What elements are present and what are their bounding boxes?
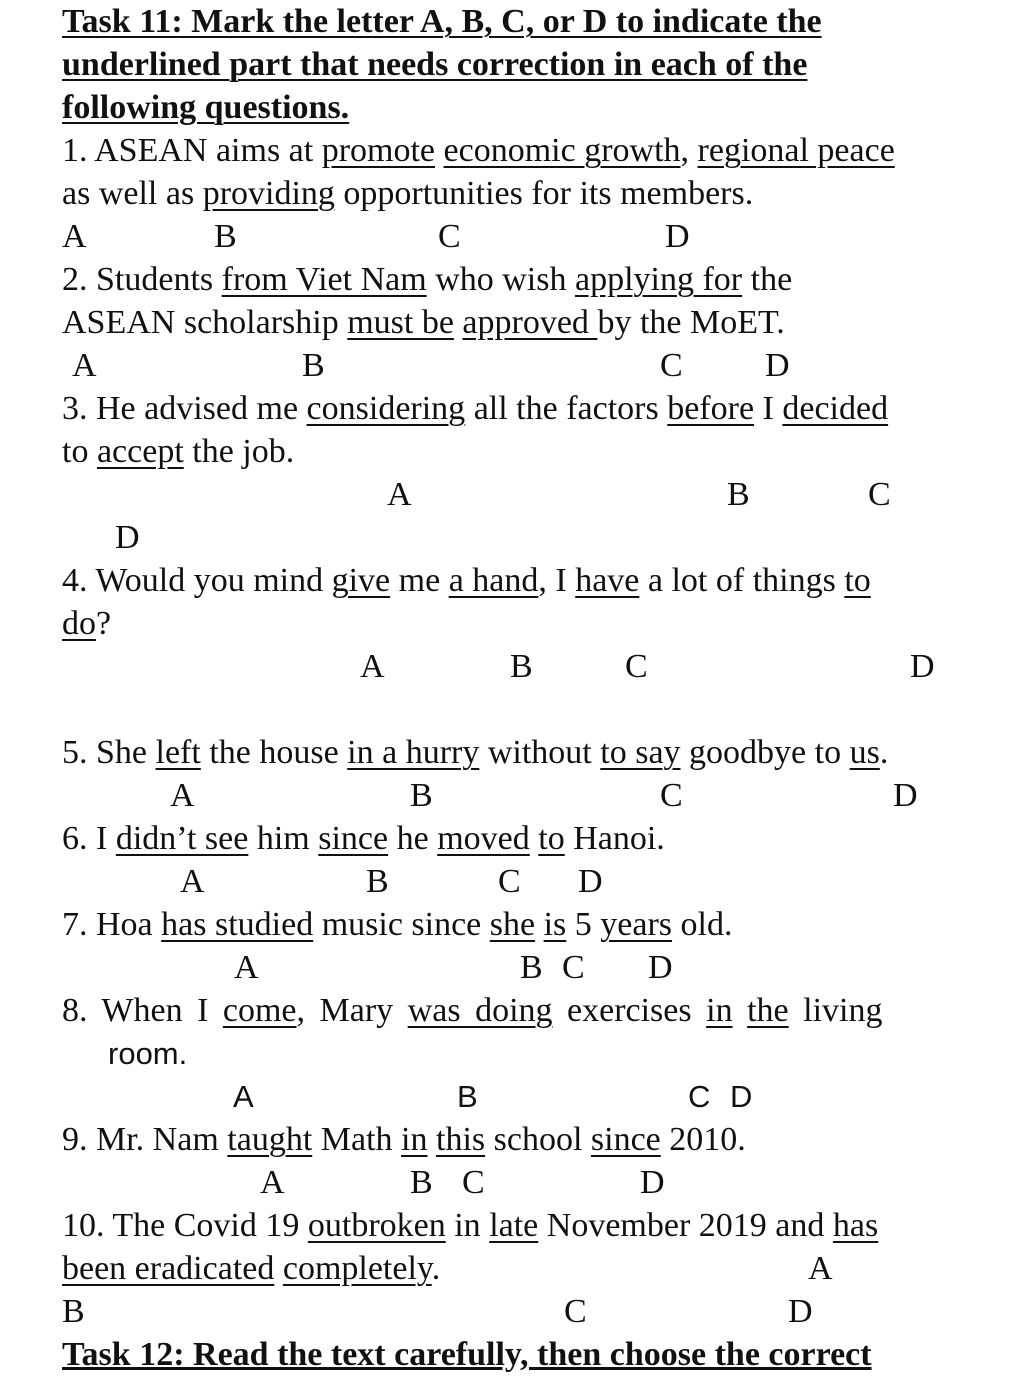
sentence-text: 5 (566, 906, 601, 943)
question-9-option-c: C (462, 1164, 485, 1201)
question-2-line-2 (62, 301, 785, 344)
underlined-part: moved (437, 820, 530, 857)
underlined-part: left (155, 734, 201, 771)
question-8-line-2 (108, 1032, 187, 1075)
sentence-text (274, 1250, 283, 1287)
task-11-title-line-1: Task 11: Mark the letter A, B, C, or D to indicate the (62, 3, 822, 40)
question-10-line-2 (62, 1247, 440, 1290)
question-10-option-d: D (788, 1293, 813, 1330)
sentence-text: ASEAN scholarship (62, 304, 348, 341)
sentence-text: , (680, 132, 698, 169)
question-4-line-1 (62, 559, 871, 602)
sentence-text: the house (200, 734, 348, 771)
question-7-option-a: A (234, 949, 259, 986)
sentence-text: room. (108, 1036, 188, 1071)
sentence-text: 2. Students (62, 261, 222, 298)
sentence-text: exercises (552, 992, 707, 1029)
question-3-option-c: C (868, 476, 891, 513)
question-9-option-a: A (260, 1164, 285, 1201)
sentence-text: by the MoET. (597, 304, 785, 341)
sentence-text (428, 1121, 437, 1158)
question-3-option-a: A (387, 476, 412, 513)
sentence-text: 8. When I (62, 992, 223, 1029)
sentence-text: 10. The Covid 19 (62, 1207, 308, 1244)
question-5-line-1 (62, 731, 888, 774)
underlined-part: since (318, 820, 389, 857)
underlined-part: in a hurry (347, 734, 480, 771)
question-2-option-d: D (765, 347, 790, 384)
underlined-part: has (832, 1207, 879, 1244)
sentence-text: November 2019 and (538, 1207, 833, 1244)
sentence-text: 1. ASEAN aims at (62, 132, 322, 169)
task-11-title-line-3: following questions. (62, 89, 350, 126)
question-7-option-b: B (520, 949, 543, 986)
question-5-option-d: D (893, 777, 918, 814)
sentence-text: to (62, 433, 97, 470)
underlined-part: years (600, 906, 673, 943)
sentence-text: school (485, 1121, 591, 1158)
underlined-part: promote (321, 132, 436, 169)
task-11-title-line-2: underlined part that needs correction in each of the (62, 46, 808, 83)
question-2-option-b: B (302, 347, 325, 384)
underlined-part: completely (282, 1250, 432, 1287)
question-6-option-a: A (180, 863, 205, 900)
question-2-option-c: C (660, 347, 683, 384)
question-7-line-1 (62, 903, 733, 946)
underlined-part: to (844, 562, 871, 599)
task-12-title: Task 12: Read the text carefully, then choose the correct (62, 1336, 872, 1373)
underlined-part: late (489, 1207, 539, 1244)
sentence-text: Math (312, 1121, 402, 1158)
underlined-part: the (747, 992, 789, 1029)
underlined-part: regional peace (697, 132, 895, 169)
underlined-part: from Viet Nam (221, 261, 427, 298)
sentence-text: all the factors (465, 390, 668, 427)
question-10-option-b: B (62, 1293, 85, 1330)
question-10-line-1 (62, 1204, 878, 1247)
question-1-line-2 (62, 172, 753, 215)
underlined-part: considering (306, 390, 466, 427)
sentence-text: 3. He advised me (62, 390, 307, 427)
sentence-text: ? (96, 605, 112, 642)
sentence-text: 4. Would you mind (62, 562, 332, 599)
underlined-part: do (62, 605, 96, 642)
underlined-part: applying for (574, 261, 743, 298)
underlined-part: didn’t see (115, 820, 249, 857)
question-8-option-a: A (233, 1079, 254, 1114)
sentence-text: . (879, 734, 889, 771)
question-4-option-d: D (910, 648, 935, 685)
question-3-line-1 (62, 387, 888, 430)
sentence-text (535, 906, 544, 943)
question-5-option-a: A (170, 777, 195, 814)
question-7-option-c: C (562, 949, 585, 986)
question-4-option-a: A (360, 648, 385, 685)
question-6-option-c: C (498, 863, 521, 900)
question-8-option-c: C (688, 1079, 711, 1114)
underlined-part: must be (347, 304, 454, 341)
underlined-part: come (222, 992, 297, 1029)
underlined-part: decided (782, 390, 889, 427)
underlined-part: in (706, 992, 733, 1029)
question-6-line-1 (62, 817, 665, 860)
sentence-text: music since (313, 906, 490, 943)
sentence-text (530, 820, 539, 857)
sentence-text: a lot of things (639, 562, 845, 599)
underlined-part: this (436, 1121, 486, 1158)
question-9-line-1 (62, 1118, 746, 1161)
question-8-option-b: B (457, 1079, 478, 1114)
question-3-option-d: D (115, 519, 140, 556)
question-1-option-d: D (665, 218, 690, 255)
question-10-option-a: A (808, 1250, 833, 1287)
sentence-text: , Mary (296, 992, 408, 1029)
underlined-part: in (401, 1121, 428, 1158)
sentence-text: old. (672, 906, 733, 943)
question-5-option-c: C (660, 777, 683, 814)
underlined-part: economic growth (443, 132, 681, 169)
underlined-part: to (538, 820, 565, 857)
sentence-text: 6. I (62, 820, 116, 857)
sentence-text: without (479, 734, 601, 771)
underlined-part: approved (462, 304, 598, 341)
sentence-text: who wish (426, 261, 575, 298)
sentence-text: . (431, 1250, 441, 1287)
underlined-part: give (331, 562, 391, 599)
question-4-line-2 (62, 602, 111, 645)
question-3-option-b: B (727, 476, 750, 513)
sentence-text: me (390, 562, 449, 599)
sentence-text: , I (538, 562, 576, 599)
sentence-text: he (388, 820, 438, 857)
question-5-option-b: B (410, 777, 433, 814)
sentence-text: the job. (183, 433, 295, 470)
underlined-part: taught (227, 1121, 313, 1158)
sentence-text: 7. Hoa (62, 906, 162, 943)
question-1-option-c: C (438, 218, 461, 255)
question-2-line-1 (62, 258, 792, 301)
sentence-text: living (788, 992, 883, 1029)
underlined-part: has studied (161, 906, 314, 943)
underlined-part: us (849, 734, 880, 771)
underlined-part: a hand (448, 562, 539, 599)
underlined-part: accept (96, 433, 184, 470)
sentence-text: in (445, 1207, 490, 1244)
underlined-part: since (590, 1121, 661, 1158)
sentence-text: 9. Mr. Nam (62, 1121, 228, 1158)
question-1-option-a: A (62, 218, 87, 255)
underlined-part: been eradicated (62, 1250, 275, 1287)
question-2-option-a: A (72, 347, 97, 384)
question-4-option-c: C (625, 648, 648, 685)
question-10-option-c: C (564, 1293, 587, 1330)
sentence-text (435, 132, 444, 169)
sentence-text: 2010. (660, 1121, 746, 1158)
sentence-text: as well as (62, 175, 203, 212)
sentence-text: Hanoi. (564, 820, 665, 857)
question-8-option-d: D (730, 1079, 753, 1114)
sentence-text: goodbye to (680, 734, 850, 771)
sentence-text: opportunities for its members. (334, 175, 754, 212)
sentence-text: the (742, 261, 793, 298)
underlined-part: have (575, 562, 640, 599)
sentence-text (733, 992, 748, 1029)
underlined-part: before (667, 390, 755, 427)
question-1-line-1 (62, 129, 895, 172)
sentence-text: I (754, 390, 783, 427)
question-9-option-d: D (640, 1164, 665, 1201)
sentence-text: 5. She (62, 734, 156, 771)
question-6-option-b: B (366, 863, 389, 900)
question-1-option-b: B (214, 218, 237, 255)
question-9-option-b: B (410, 1164, 433, 1201)
question-4-option-b: B (510, 648, 533, 685)
question-7-option-d: D (648, 949, 673, 986)
underlined-part: was doing (407, 992, 553, 1029)
underlined-part: providing (202, 175, 335, 212)
sentence-text: him (248, 820, 319, 857)
question-6-option-d: D (578, 863, 603, 900)
underlined-part: outbroken (307, 1207, 446, 1244)
underlined-part: is (543, 906, 567, 943)
question-8-line-1 (62, 989, 882, 1032)
underlined-part: she (489, 906, 536, 943)
underlined-part: to say (600, 734, 681, 771)
question-3-line-2 (62, 430, 294, 473)
